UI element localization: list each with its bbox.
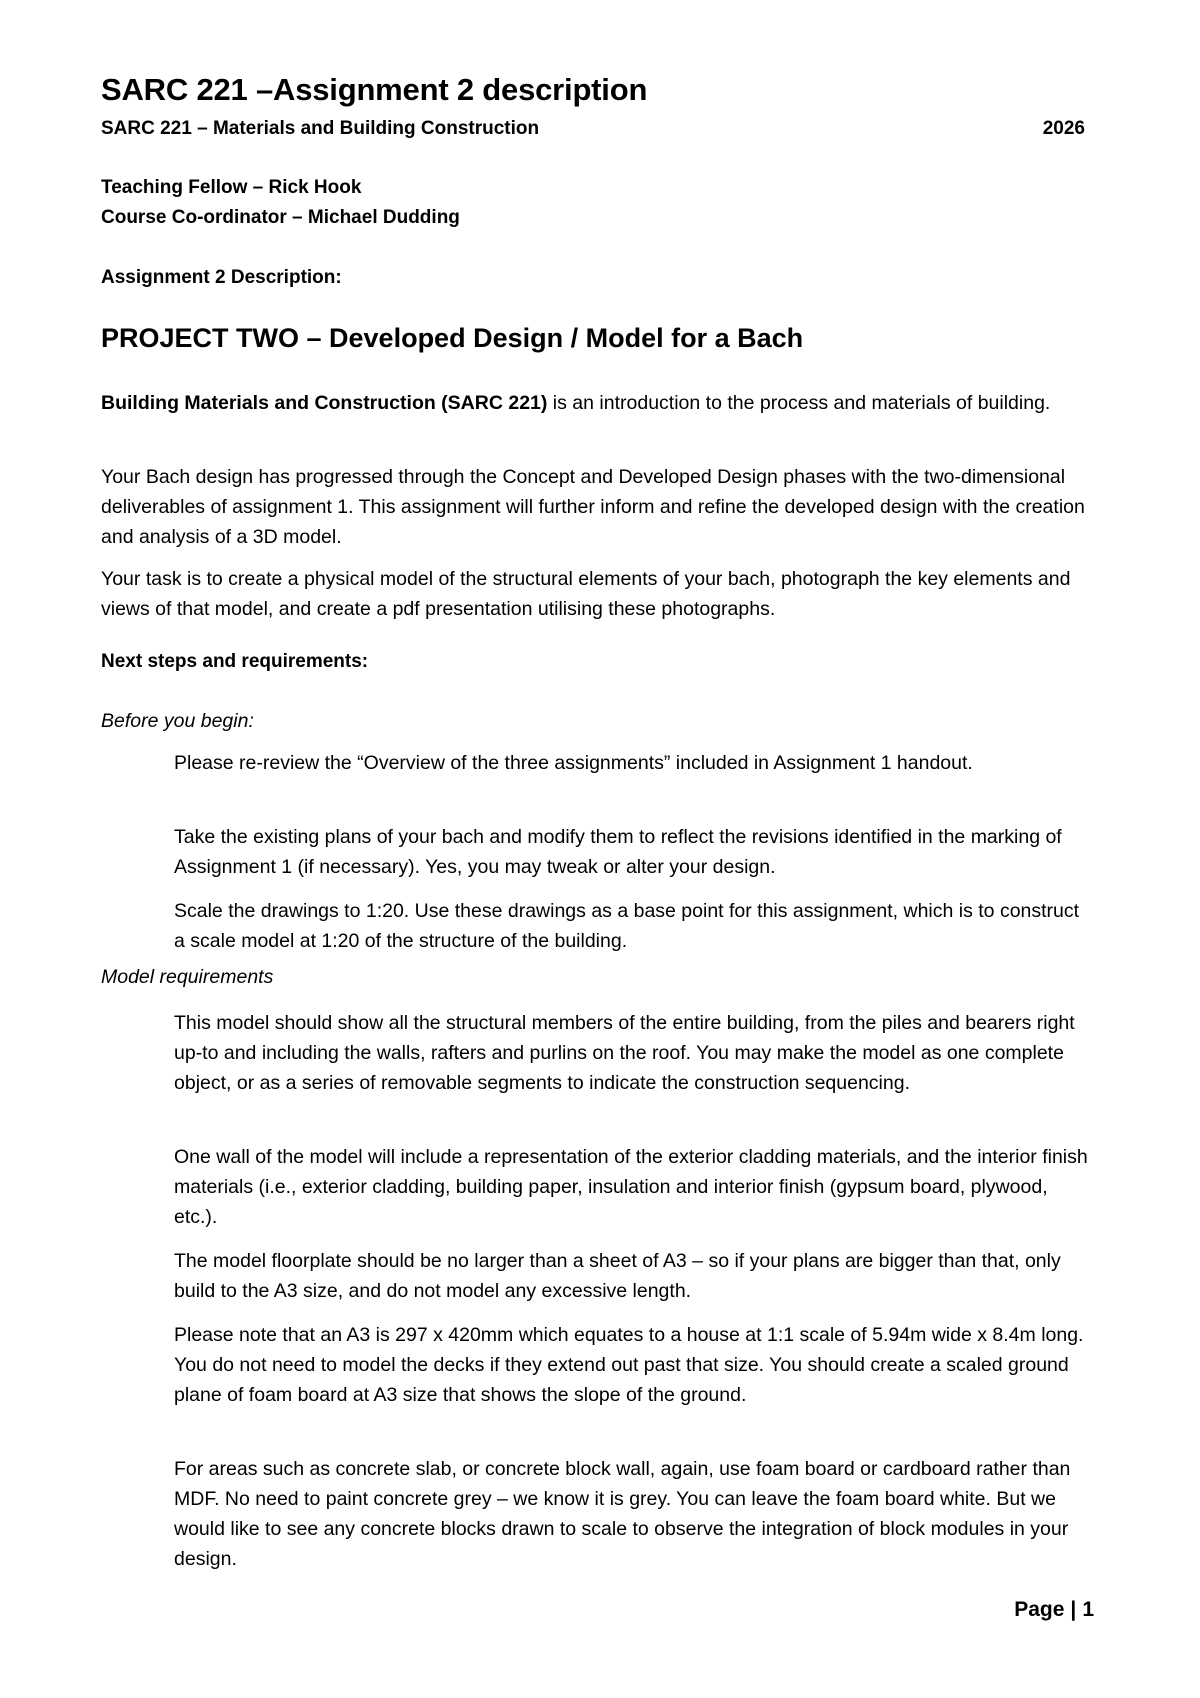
page-number: 1 <box>1082 1598 1094 1621</box>
course-name: SARC 221 – Materials and Building Construction <box>101 118 540 139</box>
document-title: SARC 221 –Assignment 2 description <box>101 72 648 107</box>
intro-paragraph-3: Your task is to create a physical model of the structural elements of your bach, photograph the key elements and views of that model, and create a pdf presentation utilising these photographs. <box>101 568 1071 620</box>
project-title: PROJECT TWO – Developed Design / Model for a Bach <box>101 323 804 353</box>
course-year: 2026 <box>1042 118 1085 139</box>
next-steps-heading: Next steps and requirements: <box>101 651 369 672</box>
page-separator: | <box>1070 1598 1077 1621</box>
assignment-label: Assignment 2 Description: <box>101 267 342 288</box>
model-item-3: The model floorplate should be no larger than a sheet of A3 – so if your plans are bigger than that, only build to the A3 size, and do not model any excessive length. <box>174 1250 1061 1302</box>
model-item-2: One wall of the model will include a representation of the exterior cladding materials, and the interior finish materials (i.e., exterior cladding, building paper, insulation and interior finish (gypsum board, plywood, etc.). <box>174 1146 1088 1228</box>
model-item-5: For areas such as concrete slab, or concrete block wall, again, use foam board or cardboard rather than MDF. No need to paint concrete grey – we know it is grey. You can leave the foam board white. But we would like to see any concrete blocks drawn to scale to observe the integration of block modules in your design. <box>174 1458 1071 1570</box>
before-item-2: Take the existing plans of your bach and modify them to reflect the revisions identified in the marking of Assignment 1 (if necessary). Yes, you may tweak or alter your design. <box>174 826 1062 878</box>
course-full-name: Building Materials and Construction (SARC 221) <box>101 392 548 414</box>
intro-paragraph-1 <box>101 388 1091 418</box>
intro-paragraph-1-rest: is an introduction to the process and materials of building. <box>547 392 1051 414</box>
before-item-3: Scale the drawings to 1:20. Use these drawings as a base point for this assignment, which is to construct a scale model at 1:20 of the structure of the building. <box>174 900 1080 952</box>
course-line <box>101 118 1085 140</box>
page-footer <box>1014 1598 1094 1622</box>
course-coordinator: Course Co-ordinator – Michael Dudding <box>101 207 460 228</box>
model-item-1: This model should show all the structural members of the entire building, from the piles and bearers right up-to and including the walls, rafters and purlins on the roof. You may make the model as one complete object, or as a series of removable segments to indicate the construction sequencing. <box>174 1012 1075 1094</box>
intro-paragraph-2: Your Bach design has progressed through the Concept and Developed Design phases with the two-dimensional deliverables of assignment 1. This assignment will further inform and refine the developed design with the creation and analysis of a 3D model. <box>101 466 1085 548</box>
page-label: Page <box>1014 1598 1065 1621</box>
before-heading: Before you begin: <box>101 710 254 732</box>
before-item-1: Please re-review the “Overview of the three assignments” included in Assignment 1 handout. <box>174 752 973 774</box>
model-item-4: Please note that an A3 is 297 x 420mm which equates to a house at 1:1 scale of 5.94m wide x 8.4m long. You do not need to model the decks if they extend out past that size. You should create a scaled ground plane of foam board at A3 size that shows the slope of the ground. <box>174 1324 1084 1406</box>
teaching-fellow: Teaching Fellow – Rick Hook <box>101 177 362 198</box>
model-heading: Model requirements <box>101 966 274 988</box>
